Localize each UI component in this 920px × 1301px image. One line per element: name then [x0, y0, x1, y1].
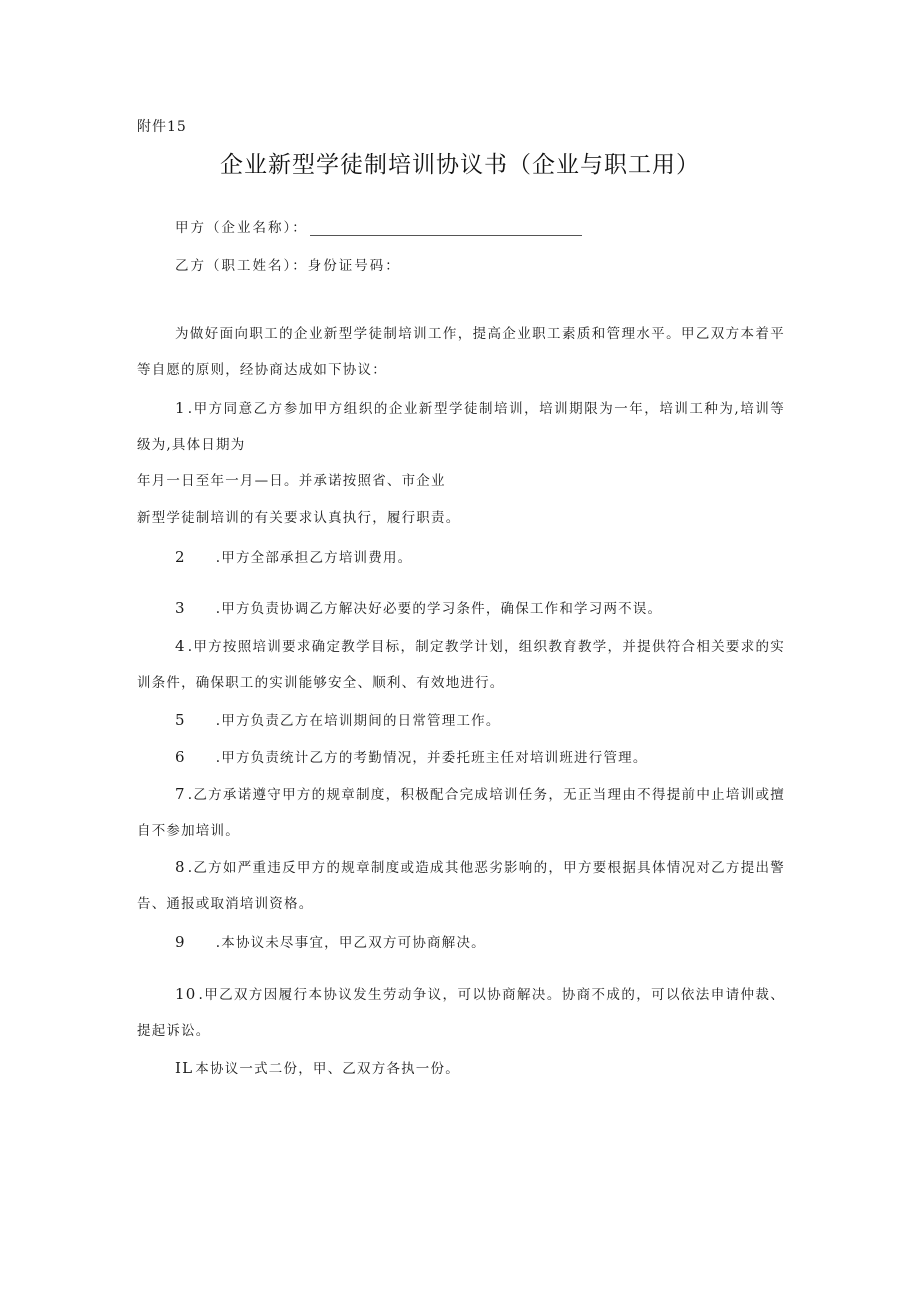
clause-number: IL — [175, 1059, 194, 1077]
clause-text: .甲方负责乙方在培训期间的日常管理工作。 — [215, 713, 501, 729]
clause-text: .甲方负责协调乙方解决好必要的学习条件，确保工作和学习两不误。 — [215, 601, 663, 617]
intro-paragraph: 为做好面向职工的企业新型学徒制培训工作，提高企业职工素质和管理水平。甲乙双方本着平等自愿的原则，经协商达成如下协议： — [137, 326, 785, 378]
document-title: 企业新型学徒制培训协议书（企业与职工用） — [220, 152, 700, 178]
clause-text: .甲方负责统计乙方的考勤情况，并委托班主任对培训班进行管理。 — [215, 750, 648, 766]
clause-number: 7 — [175, 785, 186, 803]
clause-1-line-3: 新型学徒制培训的有关要求认真执行，履行职责。 — [137, 510, 461, 526]
clause-number: 8 — [175, 858, 186, 876]
clause-text: .甲方按照培训要求确定教学目标，制定教学计划，组织教育教学，并提供符合相关要求的实训条件，确保职工的实训能够安全、顺利、有效地进行。 — [137, 639, 785, 691]
clause-text: .本协议未尽事宜，甲乙双方可协商解决。 — [215, 935, 486, 951]
clause-number: 5 — [175, 711, 186, 729]
clause-10 — [137, 976, 785, 1049]
clause-1 — [137, 390, 785, 463]
clause-3 — [137, 590, 785, 627]
clause-5 — [137, 702, 785, 739]
clause-8 — [137, 849, 785, 922]
clause-number: 6 — [175, 748, 186, 766]
party-a-line — [175, 216, 582, 236]
clause-number: 3 — [175, 599, 186, 617]
clause-6 — [137, 739, 785, 776]
clause-text: .甲方全部承担乙方培训费用。 — [215, 550, 413, 566]
clause-text: .甲乙双方因履行本协议发生劳动争议，可以协商解决。协商不成的，可以依法申请仲裁、提起诉讼。 — [137, 987, 785, 1039]
clause-7 — [137, 776, 785, 849]
party-b-label: 乙方（职工姓名）：身份证号码： — [175, 258, 401, 274]
clause-11 — [137, 1050, 785, 1087]
party-b-line — [175, 254, 401, 274]
party-a-blank-field[interactable] — [310, 221, 582, 236]
party-a-label: 甲方（企业名称）： — [175, 220, 308, 236]
clause-number: 4 — [175, 637, 186, 655]
clause-number: 2 — [175, 548, 186, 566]
clause-text: .甲方同意乙方参加甲方组织的企业新型学徒制培训，培训期限为一年，培训工种为,培训等级为,具体日期为 — [137, 401, 785, 453]
annex-label: 附件15 — [137, 119, 187, 135]
clause-text: .乙方如严重违反甲方的规章制度或造成其他恶劣影响的，甲方要根据具体情况对乙方提出警告、通报或取消培训资格。 — [137, 860, 785, 912]
clause-number: 9 — [175, 933, 186, 951]
clause-text: .乙方承诺遵守甲方的规章制度，积极配合完成培训任务，无正当理由不得提前中止培训或擅自不参加培训。 — [137, 787, 785, 839]
clause-1-line-2: 年月一日至年一月—日。并承诺按照省、市企业 — [137, 473, 446, 489]
clause-9 — [137, 924, 785, 961]
clause-text: 本协议一式二份，甲、乙双方各执一份。 — [195, 1061, 460, 1077]
clause-number: 10 — [175, 985, 197, 1003]
clause-number: 1 — [175, 399, 186, 417]
clause-4 — [137, 628, 785, 701]
clause-2 — [137, 539, 785, 576]
